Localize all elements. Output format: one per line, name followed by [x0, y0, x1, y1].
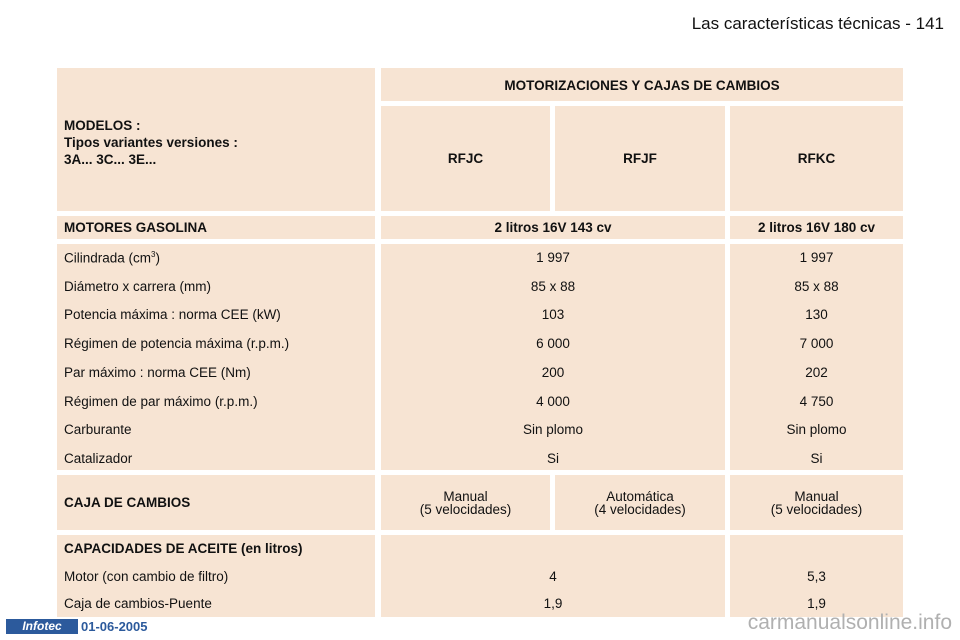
- spec-value: 1 997: [799, 250, 834, 265]
- spec-value: 85 x 88: [530, 279, 576, 294]
- gearbox-speeds: (5 velocidades): [770, 502, 863, 517]
- spec-label: Potencia máxima : norma CEE (kW): [64, 307, 281, 322]
- spec-value: 85 x 88: [794, 279, 839, 294]
- gearbox-speeds: (4 velocidades): [594, 502, 686, 517]
- oil-value: 5,3: [807, 569, 826, 584]
- engine-code-cell: [381, 106, 550, 211]
- spec-value: Sin plomo: [786, 422, 847, 437]
- engine-name-cell: [730, 216, 903, 239]
- engine-code-cell: [555, 106, 725, 211]
- gearbox-cell: [730, 475, 903, 530]
- spec-value: Sin plomo: [522, 422, 584, 437]
- variants-codes: 3A... 3C... 3E...: [64, 152, 157, 167]
- spec-value: 200: [541, 365, 565, 380]
- spec-label: Régimen de potencia máxima (r.p.m.): [64, 336, 290, 351]
- variants-label: Tipos variantes versiones :: [64, 135, 238, 150]
- spec-label: Cilindrada $(cm^3)$: [64, 250, 160, 266]
- gearbox-speeds: (5 velocidades): [419, 502, 512, 517]
- watermark: carmanualsonline.info: [747, 611, 952, 634]
- spec-value: 6 000: [536, 336, 570, 351]
- spec-value: 103: [541, 307, 565, 322]
- spec-label: Carburante: [64, 422, 132, 437]
- models-label: MODELOS :: [64, 118, 141, 133]
- spec-value: 4 000: [536, 394, 570, 409]
- spec-value: 7 000: [799, 336, 834, 351]
- engine-name-cell: [381, 216, 725, 239]
- oil-value: 1,9: [543, 596, 563, 611]
- gearbox-label-cell: [57, 475, 375, 530]
- infotec-logo: Infotec: [6, 619, 78, 634]
- spec-value: 130: [805, 307, 828, 322]
- spec-label: Régimen de par máximo (r.p.m.): [64, 394, 258, 409]
- spec-value: 202: [805, 365, 828, 380]
- spec-value: Si: [810, 451, 823, 466]
- page-title: Las características técnicas - 141: [691, 14, 944, 33]
- spec-value: Si: [546, 451, 559, 466]
- spec-label: Par máximo : norma CEE (Nm): [64, 365, 251, 380]
- spec-value: 1 997: [536, 250, 570, 265]
- engine-code-cell: [730, 106, 903, 211]
- gearbox-cell: [381, 475, 550, 530]
- spec-values-cell: [381, 244, 725, 470]
- models-header-cell: [57, 68, 375, 211]
- oil-values-cell: [730, 535, 903, 617]
- gearbox-type: Automática: [606, 489, 674, 504]
- group-header: MOTORIZACIONES Y CAJAS DE CAMBIOS: [504, 78, 780, 93]
- gearbox-type: Manual: [794, 489, 839, 504]
- section-label: MOTORES GASOLINA: [64, 220, 208, 235]
- spec-label: Diámetro x carrera (mm): [64, 279, 212, 294]
- engine-code: RFJC: [447, 151, 484, 166]
- group-header-cell: [381, 68, 903, 101]
- spec-labels-cell: [57, 244, 375, 470]
- engine-name: 2 litros 16V 180 cv: [757, 220, 876, 235]
- gearbox-type: Manual: [443, 489, 488, 504]
- oil-label: Motor (con cambio de filtro): [64, 569, 229, 584]
- footer-date: 01-06-2005: [81, 619, 148, 634]
- spec-values-cell: [730, 244, 903, 470]
- section-label-cell: [57, 216, 375, 239]
- engine-code: RFJF: [623, 151, 657, 166]
- oil-values-cell: [381, 535, 725, 617]
- oil-label: Caja de cambios-Puente: [64, 596, 212, 611]
- gearbox-cell: [555, 475, 725, 530]
- gearbox-label: CAJA DE CAMBIOS: [64, 495, 191, 510]
- oil-section-label: CAPACIDADES DE ACEITE (en litros): [64, 541, 303, 556]
- engine-code: RFKC: [797, 151, 836, 166]
- engine-name: 2 litros 16V 143 cv: [494, 220, 612, 235]
- spec-label: Catalizador: [64, 451, 133, 466]
- spec-value: 4 750: [799, 394, 834, 409]
- oil-value: 4: [549, 569, 557, 584]
- oil-labels-cell: [57, 535, 375, 617]
- oil-value: 1,9: [807, 596, 826, 611]
